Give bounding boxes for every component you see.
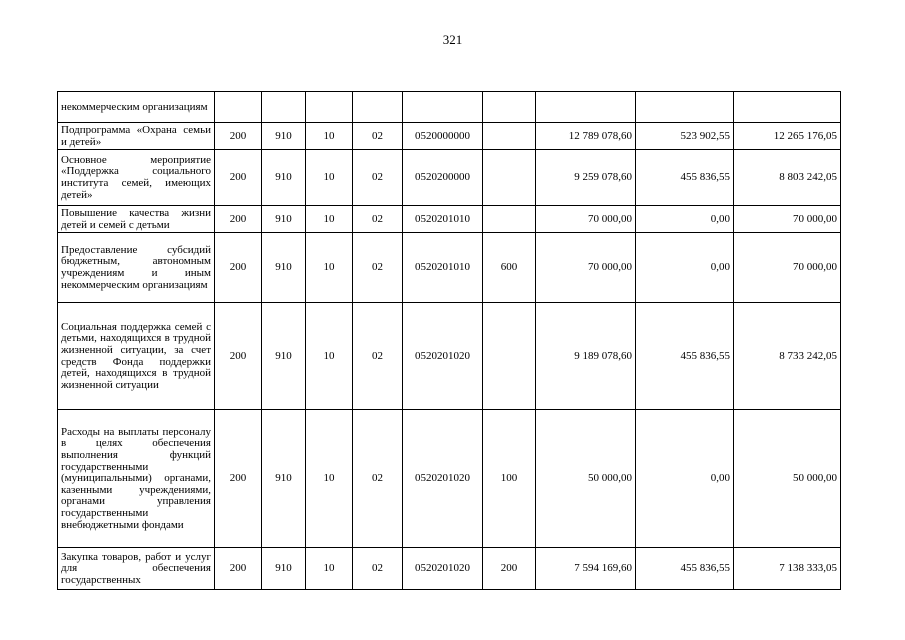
- dept-code: [262, 92, 306, 123]
- expense-type: [483, 150, 536, 206]
- subsection-code: 02: [353, 548, 403, 590]
- row-name: Предоставление субсидий бюджетным, автономным учреждениям и иным некоммерческим организациям: [58, 233, 215, 303]
- expense-type: 200: [483, 548, 536, 590]
- expense-type: [483, 123, 536, 150]
- table-row: [58, 233, 841, 303]
- subsection-code: 02: [353, 150, 403, 206]
- row-name: Подпрограмма «Охрана семьи и детей»: [58, 123, 215, 150]
- row-name: Расходы на выплаты персоналу в целях обеспечения выполнения функций государственными (муниципальными) органами, казенными учреждениями, органами управления государственными внебюджетными фондами: [58, 410, 215, 548]
- total: 50 000,00: [734, 410, 841, 548]
- amount: 70 000,00: [536, 233, 636, 303]
- target-article: 0520201020: [403, 410, 483, 548]
- ministry-code: 200: [215, 410, 262, 548]
- subsection-code: 02: [353, 123, 403, 150]
- total: 7 138 333,05: [734, 548, 841, 590]
- ministry-code: 200: [215, 233, 262, 303]
- table-row: [58, 150, 841, 206]
- section-code: 10: [306, 123, 353, 150]
- change: 455 836,55: [636, 548, 734, 590]
- change: 455 836,55: [636, 303, 734, 410]
- target-article: [403, 92, 483, 123]
- section-code: 10: [306, 303, 353, 410]
- change: 523 902,55: [636, 123, 734, 150]
- amount: 12 789 078,60: [536, 123, 636, 150]
- section-code: [306, 92, 353, 123]
- amount: [536, 92, 636, 123]
- section-code: 10: [306, 233, 353, 303]
- section-code: 10: [306, 548, 353, 590]
- ministry-code: 200: [215, 548, 262, 590]
- amount: 9 189 078,60: [536, 303, 636, 410]
- table-row: [58, 410, 841, 548]
- change: 0,00: [636, 206, 734, 233]
- table-row: [58, 123, 841, 150]
- subsection-code: 02: [353, 410, 403, 548]
- row-name: Социальная поддержка семей с детьми, находящихся в трудной жизненной ситуации, за счет средств Фонда поддержки детей, находящихся в трудной жизненной ситуации: [58, 303, 215, 410]
- total: 70 000,00: [734, 206, 841, 233]
- subsection-code: 02: [353, 233, 403, 303]
- dept-code: 910: [262, 123, 306, 150]
- dept-code: 910: [262, 548, 306, 590]
- ministry-code: 200: [215, 303, 262, 410]
- dept-code: 910: [262, 206, 306, 233]
- ministry-code: [215, 92, 262, 123]
- ministry-code: 200: [215, 150, 262, 206]
- target-article: 0520201020: [403, 548, 483, 590]
- dept-code: 910: [262, 410, 306, 548]
- total: 12 265 176,05: [734, 123, 841, 150]
- total: [734, 92, 841, 123]
- budget-table: [57, 91, 841, 590]
- amount: 50 000,00: [536, 410, 636, 548]
- change: 0,00: [636, 410, 734, 548]
- table-row: [58, 548, 841, 590]
- expense-type: 600: [483, 233, 536, 303]
- total: 70 000,00: [734, 233, 841, 303]
- expense-type: 100: [483, 410, 536, 548]
- amount: 70 000,00: [536, 206, 636, 233]
- expense-type: [483, 92, 536, 123]
- target-article: 0520201010: [403, 233, 483, 303]
- target-article: 0520201020: [403, 303, 483, 410]
- dept-code: 910: [262, 233, 306, 303]
- dept-code: 910: [262, 150, 306, 206]
- section-code: 10: [306, 410, 353, 548]
- amount: 9 259 078,60: [536, 150, 636, 206]
- subsection-code: 02: [353, 303, 403, 410]
- expense-type: [483, 303, 536, 410]
- change: 0,00: [636, 233, 734, 303]
- ministry-code: 200: [215, 123, 262, 150]
- change: [636, 92, 734, 123]
- ministry-code: 200: [215, 206, 262, 233]
- row-name: некоммерческим организациям: [58, 92, 215, 123]
- total: 8 803 242,05: [734, 150, 841, 206]
- change: 455 836,55: [636, 150, 734, 206]
- section-code: 10: [306, 206, 353, 233]
- subsection-code: 02: [353, 206, 403, 233]
- target-article: 0520201010: [403, 206, 483, 233]
- row-name: Закупка товаров, работ и услуг для обеспечения государственных: [58, 548, 215, 590]
- section-code: 10: [306, 150, 353, 206]
- row-name: Основное мероприятие «Поддержка социального института семей, имеющих детей»: [58, 150, 215, 206]
- amount: 7 594 169,60: [536, 548, 636, 590]
- expense-type: [483, 206, 536, 233]
- target-article: 0520000000: [403, 123, 483, 150]
- row-name: Повышение качества жизни детей и семей с детьми: [58, 206, 215, 233]
- table-row: [58, 92, 841, 123]
- table-row: [58, 303, 841, 410]
- total: 8 733 242,05: [734, 303, 841, 410]
- page-number: 321: [442, 32, 463, 47]
- table-row: [58, 206, 841, 233]
- subsection-code: [353, 92, 403, 123]
- dept-code: 910: [262, 303, 306, 410]
- target-article: 0520200000: [403, 150, 483, 206]
